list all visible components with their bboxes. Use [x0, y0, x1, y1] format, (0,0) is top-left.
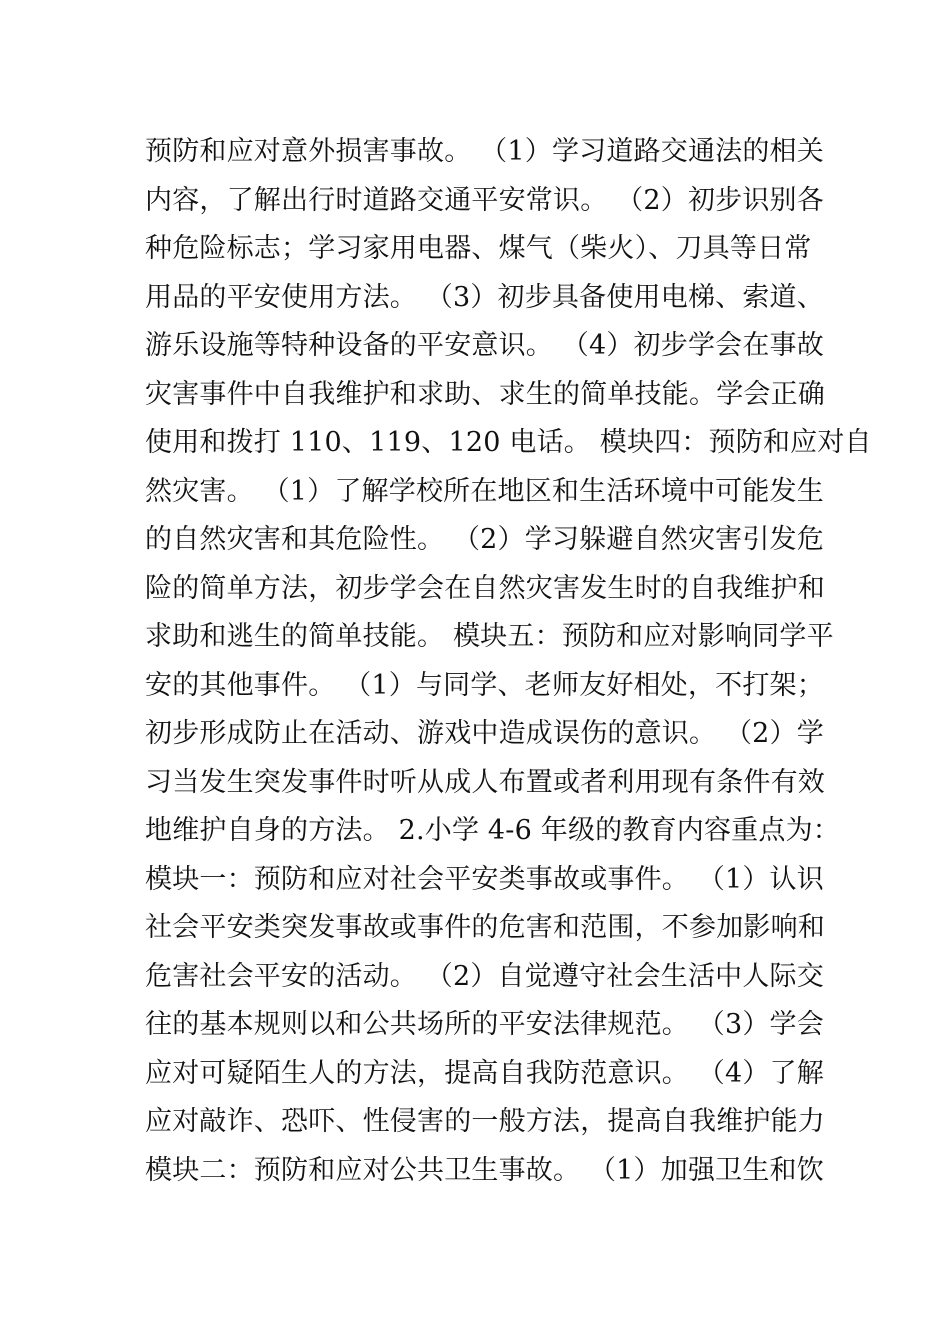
text-line: 然灾害。 （1）了解学校所在地区和生活环境中可能发生: [145, 475, 824, 507]
text-line: 使用和拨打 110、119、120 电话。 模块四：预防和应对自: [145, 427, 872, 458]
text-line: 模块二：预防和应对公共卫生事故。 （1）加强卫生和饮: [145, 1154, 824, 1186]
text-line: 内容，了解出行时道路交通平安常识。 （2）初步识别各: [145, 184, 824, 216]
text-line: 习当发生突发事件时听从成人布置或者利用现有条件有效: [145, 766, 825, 798]
text-line: 往的基本规则以和公共场所的平安法律规范。 （3）学会: [145, 1009, 824, 1040]
text-line: 社会平安类突发事故或事件的危害和范围，不参加影响和: [145, 912, 825, 943]
text-line: 模块一：预防和应对社会平安类事故或事件。 （1）认识: [145, 863, 824, 895]
text-line: 安的其他事件。 （1）与同学、老师友好相处，不打架；: [145, 669, 824, 701]
body-paragraph: [145, 128, 872, 1195]
text-line: 初步形成防止在活动、游戏中造成误伤的意识。 （2）学: [145, 718, 824, 749]
text-line: 游乐设施等特种设备的平安意识。 （4）初步学会在事故: [145, 330, 824, 361]
text-line: 预防和应对意外损害事故。 （1）学习道路交通法的相关: [145, 136, 824, 167]
text-line: 险的简单方法，初步学会在自然灾害发生时的自我维护和: [145, 572, 825, 604]
text-line: 灾害事件中自我维护和求助、求生的简单技能。学会正确: [145, 378, 825, 410]
text-line: 种危险标志；学习家用电器、煤气（柴火）、刀具等日常: [145, 233, 812, 264]
text-line: 地维护自身的方法。 2.小学 4-6 年级的教育内容重点为：: [145, 815, 840, 846]
text-line: 的自然灾害和其危险性。 （2）学习躲避自然灾害引发危: [145, 524, 824, 555]
text-line: 用品的平安使用方法。 （3）初步具备使用电梯、索道、: [145, 281, 824, 313]
text-line: 求助和逃生的简单技能。 模块五：预防和应对影响同学平: [145, 621, 834, 652]
text-line: 应对可疑陌生人的方法，提高自我防范意识。 （4）了解: [145, 1057, 824, 1089]
text-line: 应对敲诈、恐吓、性侵害的一般方法，提高自我维护能力: [145, 1106, 825, 1137]
text-line: 危害社会平安的活动。 （2）自觉遵守社会生活中人际交: [145, 960, 824, 992]
